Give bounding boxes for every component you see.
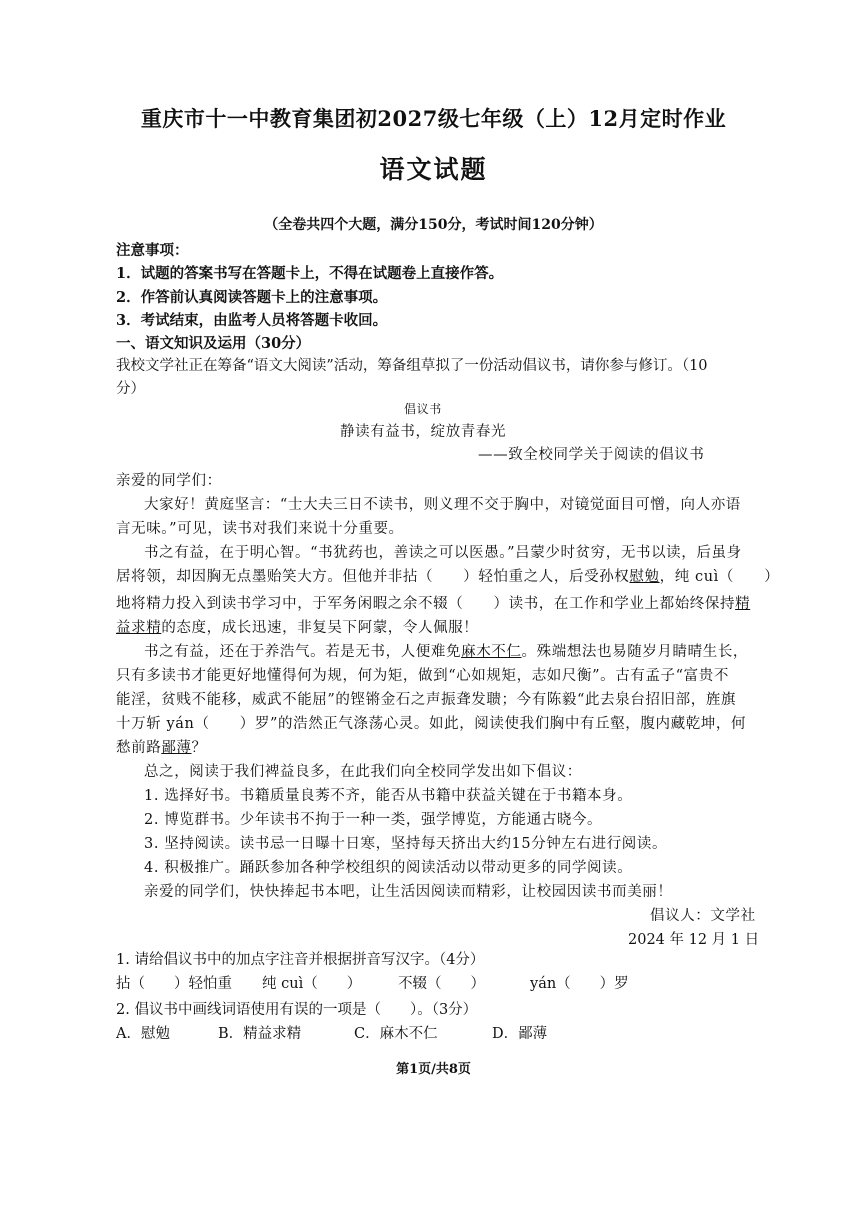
letter-text: 的态度，成长迅速，非复吴下阿蒙，令人佩服！ bbox=[161, 620, 479, 636]
q2-option: B．精益求精 bbox=[218, 1026, 302, 1042]
subject-title: 语文试题 bbox=[379, 155, 488, 184]
letter-text: 愁前路 bbox=[116, 740, 162, 756]
letter-signer: 倡议人：文学社 bbox=[650, 908, 756, 924]
proposal-item: 2. 博览群书。少年读书不拘于一种一类，强学博览，方能通古晓今。 bbox=[144, 812, 603, 828]
letter-closing: 亲爱的同学们，快快捧起书本吧，让生活因阅读而精彩，让校园因读书而美丽！ bbox=[144, 884, 673, 900]
letter-greeting: 亲爱的同学们： bbox=[116, 473, 222, 489]
exam-meta: （全卷共四个大题，满分150分，考试时间120分钟） bbox=[264, 217, 603, 233]
underlined-word: 慰勉 bbox=[629, 569, 660, 585]
proposal-item: 4. 积极推广。踊跃参加各种学校组织的阅读活动以带动更多的同学阅读。 bbox=[144, 860, 633, 876]
underlined-word: 麻木不仁 bbox=[461, 644, 522, 660]
letter-title: 静读有益书，绽放青春光 bbox=[340, 424, 507, 440]
letter-line: 书之有益，在于明心智。“书犹药也，善读之可以医愚。”吕蒙少时贫穷，无书以读，后虽身 bbox=[144, 545, 742, 561]
question-1: 1. 请给倡议书中的加点字注音并根据拼音写汉字。（4分） bbox=[116, 952, 485, 968]
underlined-word: 鄙薄 bbox=[161, 740, 192, 756]
letter-line: 总之，阅读于我们裨益良多，在此我们向全校同学发出如下倡议： bbox=[144, 764, 582, 780]
section-heading: 一、语文知识及运用（30分） bbox=[116, 335, 311, 352]
letter-line: 十万斩 yán（ ）罗”的浩然正气涤荡心灵。如此，阅读使我们胸中有丘壑，腹内藏乾坤，何 bbox=[116, 716, 747, 732]
question-2: 2. 倡议书中画线词语使用有误的一项是（ ）。（3分） bbox=[116, 1002, 478, 1018]
letter-text: ，纯 cuì（ ） bbox=[659, 569, 780, 585]
notice-item: 2．作答前认真阅读答题卡上的注意事项。 bbox=[116, 289, 388, 306]
exam-title: 重庆市十一中教育集团初2027级七年级（上）12月定时作业 bbox=[140, 106, 727, 131]
letter-line bbox=[116, 565, 779, 586]
letter-line: 大家好！黄庭坚言：“士大夫三日不读书，则义理不交于胸中，对镜觉面目可憎，向人亦语 bbox=[144, 497, 741, 513]
letter-label: 倡议书 bbox=[404, 402, 442, 416]
underlined-word: 精 bbox=[735, 596, 751, 612]
letter-line: 只有多读书才能更好地懂得何为规，何为矩，做到“心如规矩，志如尺衡”。古有孟子“富贵不 bbox=[116, 668, 729, 684]
q2-option: D．鄙薄 bbox=[492, 1026, 548, 1042]
page-footer: 第1页/共8页 bbox=[396, 1062, 471, 1077]
q1-blank: yán（ ）罗 bbox=[530, 976, 629, 992]
letter-line bbox=[116, 592, 750, 613]
proposal-item: 1. 选择好书。书籍质量良莠不齐，能否从书籍中获益关键在于书籍本身。 bbox=[144, 788, 633, 804]
notice-item: 1．试题的答案书写在答题卡上，不得在试题卷上直接作答。 bbox=[116, 265, 504, 282]
q2-option: A．慰勉 bbox=[116, 1026, 170, 1042]
notice-heading: 注意事项： bbox=[116, 242, 189, 259]
letter-line: 能淫，贫贱不能移，威武不能屈”的铿锵金石之声振聋发聩；今有陈毅“此去泉台招旧部，旌旗 bbox=[116, 692, 737, 708]
letter-line bbox=[144, 640, 748, 661]
letter-line bbox=[116, 736, 207, 757]
q1-blank: 纯 cuì（ ） bbox=[262, 976, 362, 992]
q1-blank: 不辍（ ） bbox=[398, 976, 485, 992]
letter-subtitle: ——致全校同学关于阅读的倡议书 bbox=[478, 447, 705, 463]
q1-blank: 拈（ ）轻怕重 bbox=[116, 976, 232, 992]
proposal-item: 3. 坚持阅读。读书忌一日曝十日寒，坚持每天挤出大约15分钟左右进行阅读。 bbox=[144, 836, 668, 852]
letter-text: 地将精力投入到读书学习中，于军务闲暇之余不辍（ ）读书，在工作和学业上都始终保持 bbox=[116, 596, 736, 612]
letter-text: ？ bbox=[191, 740, 207, 756]
section-intro: 分） bbox=[116, 381, 145, 397]
letter-line: 言无味。”可见，读书对我们来说十分重要。 bbox=[116, 521, 404, 537]
section-intro: 我校文学社正在筹备“语文大阅读”活动，筹备组草拟了一份活动倡议书，请你参与修订。（10 bbox=[116, 358, 708, 374]
underlined-word: 益求精 bbox=[116, 620, 162, 636]
letter-text: 居将领，却因胸无点墨贻笑大方。但他并非拈（ ）轻怕重之人，后受孙权 bbox=[116, 569, 630, 585]
letter-line bbox=[116, 616, 478, 637]
q2-option: C．麻木不仁 bbox=[354, 1026, 438, 1042]
letter-date: 2024 年 12 月 1 日 bbox=[628, 932, 760, 948]
notice-item: 3．考试结束，由监考人员将答题卡收回。 bbox=[116, 312, 388, 329]
letter-text: 。殊端想法也易随岁月睛晴生长， bbox=[521, 644, 749, 660]
letter-text: 书之有益，还在于养浩气。若是无书，人便难免 bbox=[144, 644, 462, 660]
